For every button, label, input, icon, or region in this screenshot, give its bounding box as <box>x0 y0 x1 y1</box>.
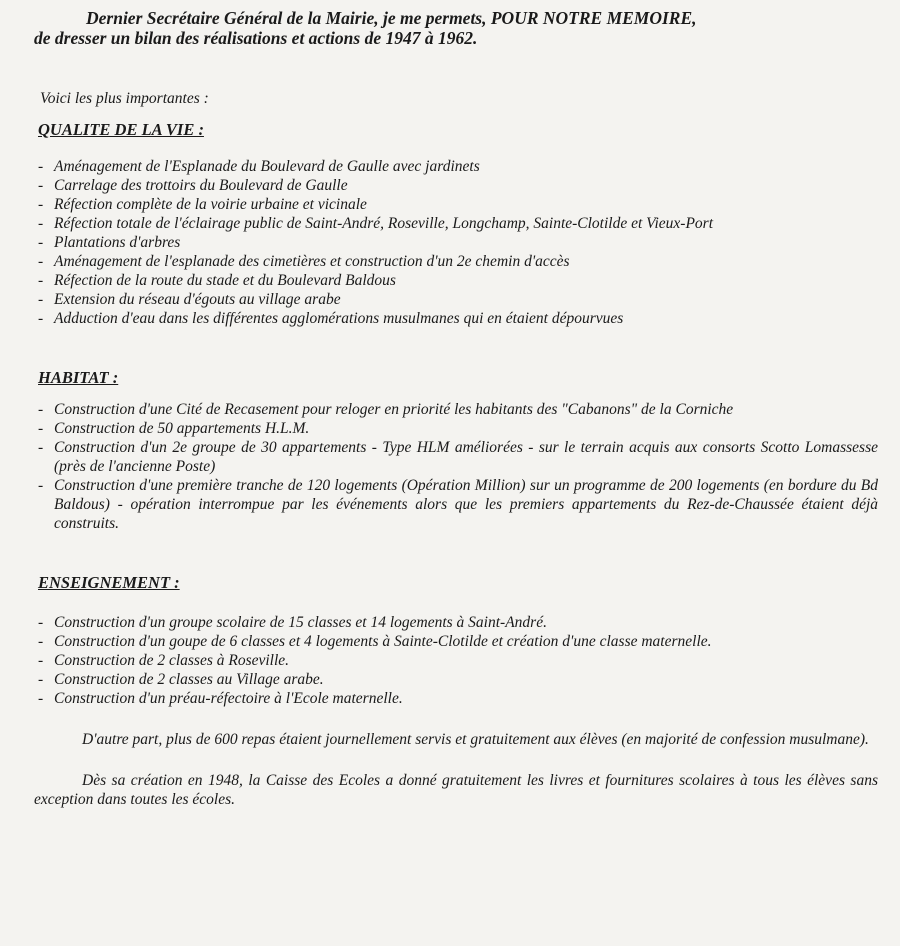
list-enseignement <box>34 613 878 708</box>
list-item: - Construction de 2 classes au Village arabe. <box>34 670 878 689</box>
list-item: - Carrelage des trottoirs du Boulevard de Gaulle <box>34 176 878 195</box>
list-item: - Plantations d'arbres <box>34 233 878 252</box>
list-item: - Aménagement de l'esplanade des cimetières et construction d'un 2e chemin d'accès <box>34 252 878 271</box>
intro-line-1: Dernier Secrétaire Général de la Mairie, je me permets, POUR NOTRE MEMOIRE, <box>86 8 697 28</box>
list-item: - Construction d'un préau-réfectoire à l'Ecole maternelle. <box>34 689 878 708</box>
section-heading-qualite: QUALITE DE LA VIE : <box>38 120 204 139</box>
list-item: - Construction d'une Cité de Recasement pour reloger en priorité les habitants des "Cabanons" de la Corniche <box>34 400 878 419</box>
list-habitat <box>34 400 878 533</box>
list-item: - Construction d'un goupe de 6 classes et 4 logements à Sainte-Clotilde et création d'une classe maternelle. <box>34 632 878 651</box>
paragraph-repas: D'autre part, plus de 600 repas étaient journellement servis et gratuitement aux élèves (en majorité de confession musulmane). <box>82 731 869 748</box>
intro-line-2: de dresser un bilan des réalisations et actions de 1947 à 1962. <box>34 28 478 48</box>
lead-text: Voici les plus importantes : <box>40 90 209 107</box>
list-item: - Adduction d'eau dans les différentes agglomérations musulmanes qui en étaient dépourvues <box>34 309 878 328</box>
list-qualite <box>34 157 878 328</box>
intro-statement <box>34 8 878 48</box>
list-item: - Réfection de la route du stade et du Boulevard Baldous <box>34 271 878 290</box>
paragraph-caisse-ecoles: Dès sa création en 1948, la Caisse des Ecoles a donné gratuitement les livres et fournitures scolaires à tous les élèves sans exception dans toutes les écoles. <box>34 772 878 808</box>
list-item: - Construction de 50 appartements H.L.M. <box>34 419 878 438</box>
section-heading-enseignement: ENSEIGNEMENT : <box>38 573 180 592</box>
list-item: - Réfection complète de la voirie urbaine et vicinale <box>34 195 878 214</box>
list-item: - Construction d'une première tranche de 120 logements (Opération Million) sur un programme de 200 logements (en bordure du Bd Baldous) - opération interrompue par les événements alors que les premiers appartements du Rez-de-Chaussée étaient déjà construits. <box>34 476 878 533</box>
list-item: - Réfection totale de l'éclairage public de Saint-André, Roseville, Longchamp, Sainte-Clotilde et Vieux-Port <box>34 214 878 233</box>
section-heading-habitat: HABITAT : <box>38 368 119 387</box>
list-item: - Construction de 2 classes à Roseville. <box>34 651 878 670</box>
list-item: - Construction d'un 2e groupe de 30 appartements - Type HLM améliorées - sur le terrain acquis aux consorts Scotto Lomassesse (près de l'ancienne Poste) <box>34 438 878 476</box>
list-item: - Aménagement de l'Esplanade du Boulevard de Gaulle avec jardinets <box>34 157 878 176</box>
list-item: - Extension du réseau d'égouts au village arabe <box>34 290 878 309</box>
list-item: - Construction d'un groupe scolaire de 15 classes et 14 logements à Saint-André. <box>34 613 878 632</box>
